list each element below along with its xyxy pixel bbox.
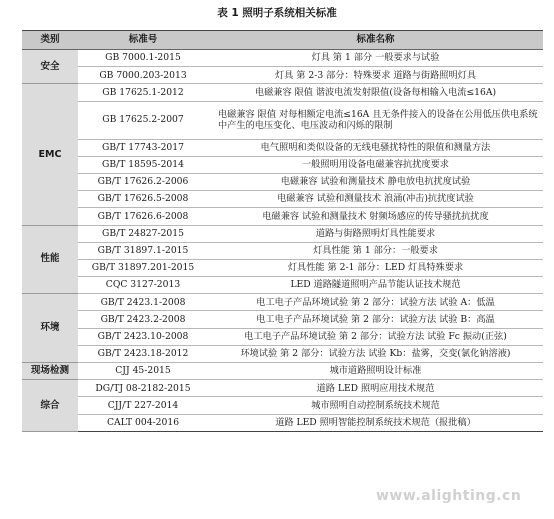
standard-code: GB 7000.1-2015 [78, 50, 208, 67]
watermark: www.alighting.cn [376, 488, 522, 504]
standard-code: GB/T 24827-2015 [78, 225, 208, 242]
standard-code: DG/TJ 08-2182-2015 [78, 380, 208, 397]
table-row [22, 139, 543, 156]
standard-code: GB/T 18595-2014 [78, 156, 208, 173]
table-caption: 表 1 照明子系统相关标准 [217, 7, 337, 19]
standard-code: GB/T 17626.5-2008 [78, 191, 208, 208]
table-row [22, 380, 543, 397]
table-row [22, 259, 543, 276]
standard-name: 电磁兼容 试验和测量技术 静电放电抗扰度试验 [208, 173, 543, 190]
standards-table [22, 30, 543, 432]
header-name: 标准名称 [208, 31, 543, 50]
standard-name: 城市照明自动控制系统技术规范 [208, 397, 543, 414]
table-row [22, 173, 543, 190]
standard-code: GB/T 17626.2-2006 [78, 173, 208, 190]
standard-name: 灯具 第 2-3 部分：特殊要求 道路与街路照明灯具 [208, 67, 543, 84]
standard-name: 电磁兼容 限值 谐波电流发射限值(设备每相输入电流≤16A) [208, 84, 543, 101]
table-row [22, 363, 543, 380]
standard-name: 道路与街路照明灯具性能要求 [208, 225, 543, 242]
standard-name: 电工电子产品环境试验 第 2 部分：试验方法 试验 A：低温 [208, 294, 543, 311]
standard-code: CQC 3127-2013 [78, 277, 208, 294]
category-emc: EMC [22, 84, 78, 225]
header-code: 标准号 [78, 31, 208, 50]
standard-code: GB 17625.2-2007 [78, 101, 208, 139]
standard-name: LED 道路隧道照明产品节能认证技术规范 [208, 277, 543, 294]
table-row [22, 225, 543, 242]
standard-code: CJJ/T 227-2014 [78, 397, 208, 414]
category-general: 综合 [22, 380, 78, 432]
table-row [22, 397, 543, 414]
table-row [22, 84, 543, 101]
standard-name: 道路 LED 照明应用技术规范 [208, 380, 543, 397]
header-row [22, 31, 543, 50]
table-row [22, 101, 543, 139]
table-row [22, 345, 543, 362]
standard-name: 电工电子产品环境试验 第 2 部分：试验方法 试验 B：高温 [208, 311, 543, 328]
table-row [22, 191, 543, 208]
category-environment: 环境 [22, 294, 78, 363]
standard-name: 电气照明和类似设备的无线电骚扰特性的限值和测量方法 [208, 139, 543, 156]
standard-code: GB/T 31897.201-2015 [78, 259, 208, 276]
table-row [22, 50, 543, 67]
table-row [22, 277, 543, 294]
standard-code: GB/T 2423.10-2008 [78, 328, 208, 345]
standard-code: GB 7000.203-2013 [78, 67, 208, 84]
standard-name: 电磁兼容 试验和测量技术 浪涌(冲击)抗扰度试验 [208, 191, 543, 208]
standard-name: 灯具性能 第 2-1 部分：LED 灯具特殊要求 [208, 259, 543, 276]
standard-name: 灯具性能 第 1 部分：一般要求 [208, 242, 543, 259]
category-safety: 安全 [22, 50, 78, 84]
table-row [22, 67, 543, 84]
standard-code: GB/T 17743-2017 [78, 139, 208, 156]
table-row [22, 311, 543, 328]
standard-code: GB/T 2423.2-2008 [78, 311, 208, 328]
standard-name: 电工电子产品环境试验 第 2 部分：试验方法 试验 Fc 振动(正弦) [208, 328, 543, 345]
table-row [22, 294, 543, 311]
standard-name: 灯具 第 1 部分 一般要求与试验 [208, 50, 543, 67]
standard-code: GB 17625.1-2012 [78, 84, 208, 101]
table-row [22, 156, 543, 173]
standard-code: CALT 004-2016 [78, 414, 208, 431]
standard-name: 道路 LED 照明智能控制系统技术规范（报批稿） [208, 414, 543, 431]
table-row [22, 242, 543, 259]
standard-name: 城市道路照明设计标准 [208, 363, 543, 380]
table-row [22, 414, 543, 431]
standard-name: 电磁兼容 限值 对每相额定电流≤16A 且无条件接入的设备在公用低压供电系统中产生的电压变化、电压波动和闪烁的限制 [208, 101, 543, 139]
standard-code: GB/T 31897.1-2015 [78, 242, 208, 259]
table-row [22, 328, 543, 345]
standard-code: GB/T 17626.6-2008 [78, 208, 208, 225]
category-performance: 性能 [22, 225, 78, 294]
standard-code: CJJ 45-2015 [78, 363, 208, 380]
category-field: 现场检测 [22, 363, 78, 380]
standard-name: 电磁兼容 试验和测量技术 射频场感应的传导骚扰抗扰度 [208, 208, 543, 225]
standard-code: GB/T 2423.1-2008 [78, 294, 208, 311]
header-category: 类别 [22, 31, 78, 50]
standard-code: GB/T 2423.18-2012 [78, 345, 208, 362]
standard-name: 环境试验 第 2 部分：试验方法 试验 Kb：盐雾，交变(氯化钠溶液) [208, 345, 543, 362]
table-row [22, 208, 543, 225]
standard-name: 一般照明用设备电磁兼容抗扰度要求 [208, 156, 543, 173]
